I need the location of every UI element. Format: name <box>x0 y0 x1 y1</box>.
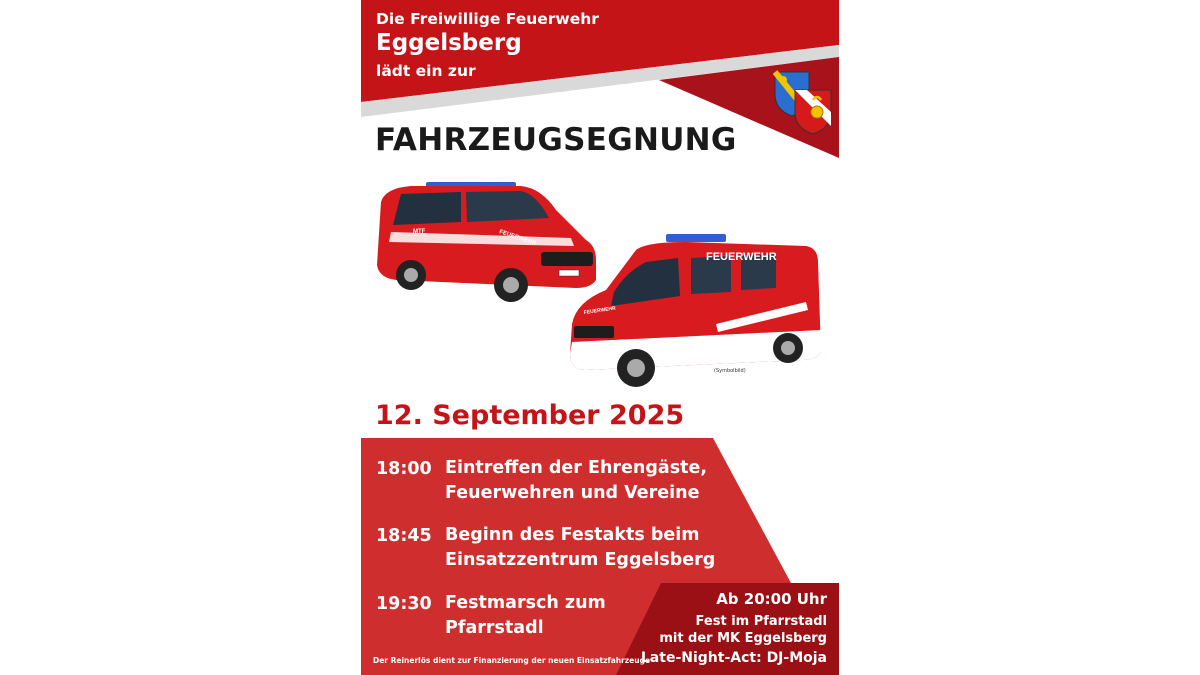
schedule-text-1: Eintreffen der Ehrengäste, Feuerwehren und Vereine <box>445 458 707 503</box>
evening-act: Late-Night-Act: DJ-Moja <box>640 650 827 666</box>
evening-time: Ab 20:00 Uhr <box>716 590 827 608</box>
schedule-text-2: Beginn des Festakts beim Einsatzzentrum Eggelsberg <box>445 525 716 570</box>
evening-fest <box>659 613 827 647</box>
intro-line-1: Die Freiwillige Feuerwehr <box>376 10 599 28</box>
schedule-text-3: Festmarsch zum Pfarrstadl <box>445 593 606 638</box>
van-label-mtf: MTF <box>413 229 426 235</box>
event-poster <box>361 0 839 675</box>
bus-image <box>566 232 831 392</box>
symbol-image-note: (Symbolbild) <box>714 368 746 374</box>
bus-label-top: FEUERWEHR <box>706 251 777 263</box>
fire-brigade-emblem-icon <box>795 90 831 134</box>
bus-label-front: FEUERWEHR <box>583 305 617 316</box>
evening-fest-line-2: mit der MK Eggelsberg <box>659 631 827 646</box>
footnote: Der Reinerlös dient zur Finanzierung der neuen Einsatzfahrzeuge <box>373 656 651 665</box>
schedule-time-3: 19:30 <box>376 594 432 614</box>
intro-line-3: lädt ein zur <box>376 62 476 80</box>
bus-lightbar <box>666 234 726 242</box>
coat-of-arms-icon <box>773 70 833 136</box>
event-date: 12. September 2025 <box>375 400 685 431</box>
schedule-time-1: 18:00 <box>376 459 432 479</box>
van-label-feuerwehr: FEUERWEHR <box>498 229 537 247</box>
page-title: FAHRZEUGSEGNUNG <box>375 122 737 158</box>
intro-town: Eggelsberg <box>376 30 522 56</box>
evening-fest-line-1: Fest im Pfarrstadl <box>695 614 827 629</box>
schedule-time-2: 18:45 <box>376 526 432 546</box>
